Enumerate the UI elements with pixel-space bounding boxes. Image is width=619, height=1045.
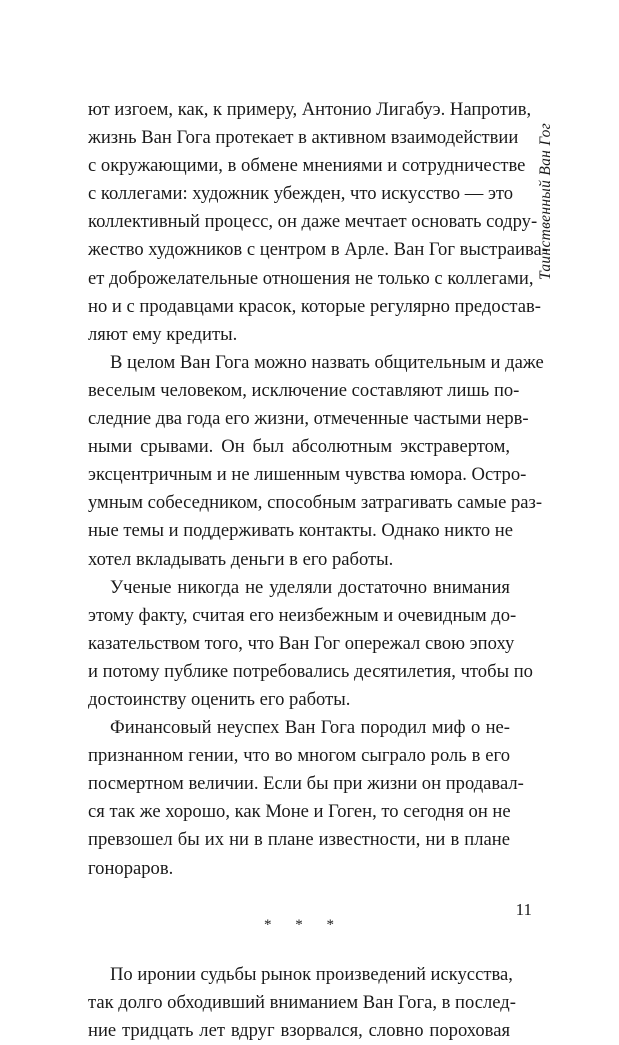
- text-line: так долго обходивший вниманием Ван Гога, в послед-: [88, 991, 516, 1013]
- paragraphs-after-separator: [88, 961, 516, 1045]
- text-line: Финансовый неуспех Ван Гога породил миф о не-: [110, 717, 510, 739]
- text-line: эксцентричным и не лишенным чувства юмора. Остро-: [88, 464, 527, 486]
- text-line: с окружающими, в обмене мнениями и сотрудничестве: [88, 155, 526, 177]
- paragraph: [88, 349, 544, 574]
- text-line: посмертном величии. Если бы при жизни он продавал-: [88, 773, 524, 795]
- text-line: По иронии судьбы рынок произведений искусства,: [110, 963, 513, 985]
- text-line: ными срывами. Он был абсолютным экстравертом,: [88, 436, 510, 458]
- text-line: ет доброжелательные отношения не только с коллегами,: [88, 267, 534, 289]
- text-line: хотел вкладывать деньги в его работы.: [88, 548, 394, 570]
- text-line: этому факту, считая его неизбежным и очевидным до-: [88, 604, 517, 626]
- text-line: гонораров.: [88, 857, 174, 879]
- text-line: ные темы и поддерживать контакты. Однако никто не: [88, 520, 514, 542]
- text-line: веселым человеком, исключение составляют лишь по-: [88, 379, 520, 401]
- running-head-text: Таинственный Ван Гог: [537, 122, 554, 280]
- text-line: жество художников с центром в Арле. Ван Гог выстраива-: [88, 239, 548, 261]
- text-line: ляют ему кредиты.: [88, 323, 238, 345]
- text-line: жизнь Ван Гога протекает в активном взаимодействии: [88, 127, 519, 149]
- text-line: и потому публике потребовались десятилетия, чтобы по: [88, 660, 533, 682]
- text-line: следние два года его жизни, отмеченные частыми нерв-: [88, 408, 529, 430]
- text-line: В целом Ван Гога можно назвать общительным и даже: [110, 351, 544, 373]
- paragraph: [88, 714, 524, 883]
- text-line: коллективный процесс, он даже мечтает основать содру-: [88, 211, 538, 233]
- paragraph: [88, 574, 533, 714]
- text-line: ют изгоем, как, к примеру, Антонио Лигабуэ. Напротив,: [88, 99, 532, 120]
- text-line: Ученые никогда не уделяли достаточно внимания: [110, 576, 510, 598]
- text-line: ся так же хорошо, как Моне и Гоген, то сегодня он не: [88, 801, 511, 823]
- text-line: ние тридцать лет вдруг взорвался, словно пороховая: [88, 1019, 510, 1041]
- section-separator: * * *: [264, 916, 344, 933]
- page-number: 11: [515, 900, 532, 919]
- text-line: умным собеседником, способным затрагивать самые раз-: [88, 492, 543, 514]
- text-line: но и с продавцами красок, которые регулярно предостав-: [88, 295, 541, 317]
- text-line: превзошел бы их ни в плане известности, ни в плане: [88, 829, 510, 851]
- text-line: признанном гении, что во многом сыграло роль в его: [88, 745, 510, 767]
- text-line: казательством того, что Ван Гог опережал свою эпоху: [88, 632, 515, 654]
- text-line: с коллегами: художник убежден, что искусство — это: [88, 183, 514, 205]
- text-line: достоинству оценить его работы.: [88, 688, 351, 710]
- paragraph: [88, 961, 516, 1045]
